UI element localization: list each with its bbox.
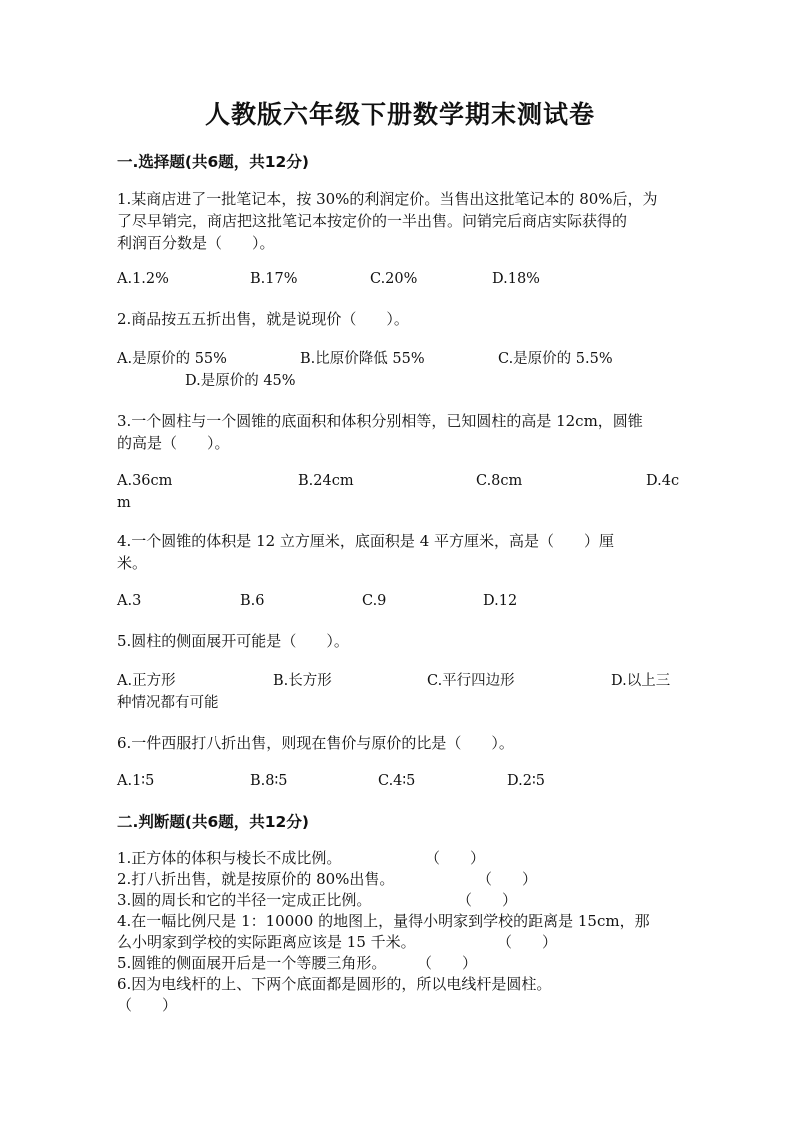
q2-option-c: C.是原价的 5.5% [498,351,613,367]
q3-option-a: A.36cm [117,473,173,489]
q4-option-a: A.3 [117,593,142,609]
q2-option-b: B.比原价降低 55% [300,351,425,367]
question-3-line-2: 的高是（ ）。 [117,434,230,452]
judgment-1-paren: （ ） [425,849,486,867]
judgment-3-paren: （ ） [457,891,518,909]
question-2 [117,308,687,330]
question-3 [117,410,687,454]
question-4 [117,530,687,574]
page-title: 人教版六年级下册数学期末测试卷 [204,100,595,129]
question-5 [117,630,687,652]
judgment-5-paren: （ ） [417,954,478,972]
judgment-2-text: 2.打八折出售，就是按原价的 80%出售。 [117,870,395,888]
judgment-1 [117,848,687,869]
q6-option-a: A.1∶5 [117,773,155,789]
judgment-5 [117,953,687,974]
judgment-1-text: 1.正方体的体积与棱长不成比例。 [117,849,342,867]
q3-option-c: C.8cm [476,473,523,489]
q3-option-d: D.4c [646,473,680,489]
q2-option-d: D.是原价的 45% [185,373,296,389]
q3-option-d-wrap: m [117,495,131,511]
question-3-line-1: 3.一个圆柱与一个圆锥的底面积和体积分别相等，已知圆柱的高是 12cm，圆锥 [117,412,643,430]
judgment-4-text-line-2: 么小明家到学校的实际距离应该是 15 千米。 [117,933,416,951]
q5-option-a: A.正方形 [117,673,176,689]
question-4-line-2: 米。 [117,554,148,572]
question-4-line-1: 4.一个圆锥的体积是 12 立方厘米，底面积是 4 平方厘米，高是（ ）厘 [117,532,615,550]
judgment-2 [117,869,687,890]
judgment-6 [117,974,687,1016]
section-heading-choice: 一.选择题(共6题，共12分) [117,153,309,171]
q4-option-d: D.12 [483,593,518,609]
q4-option-b: B.6 [240,593,265,609]
question-1-line-2: 了尽早销完，商店把这批笔记本按定价的一半出售。问销完后商店实际获得的 [117,212,628,230]
question-1 [117,188,687,254]
judgment-6-text: 6.因为电线杆的上、下两个底面都是圆形的，所以电线杆是圆柱。 [117,975,552,993]
q6-option-d: D.2∶5 [507,773,545,789]
judgment-5-text: 5.圆锥的侧面展开后是一个等腰三角形。 [117,954,387,972]
judgment-3-text: 3.圆的周长和它的半径一定成正比例。 [117,891,372,909]
question-2-line-1: 2.商品按五五折出售，就是说现价（ ）。 [117,310,409,328]
q6-option-b: B.8∶5 [250,773,288,789]
judgment-4-paren: （ ） [497,933,558,951]
q5-option-d: D.以上三 [611,673,671,689]
q4-option-c: C.9 [362,593,387,609]
q5-option-c: C.平行四边形 [427,673,515,689]
q1-option-b: B.17% [250,271,298,287]
question-6 [117,732,687,754]
q1-option-d: D.18% [492,271,540,287]
judgment-2-paren: （ ） [477,870,538,888]
judgment-4-text: 4.在一幅比例尺是 1：10000 的地图上，量得小明家到学校的距离是 15cm，那 [117,912,650,930]
q3-option-b: B.24cm [298,473,354,489]
judgment-3 [117,890,687,911]
section-heading-judgment: 二.判断题(共6题，共12分) [117,813,309,831]
judgment-4 [117,911,687,953]
q1-option-c: C.20% [370,271,418,287]
q2-option-a: A.是原价的 55% [117,351,227,367]
q1-option-a: A.1.2% [117,271,169,287]
judgment-6-paren: （ ） [117,996,178,1014]
question-1-line-1: 1.某商店进了一批笔记本，按 30%的利润定价。当售出这批笔记本的 80%后，为 [117,190,658,208]
question-1-line-3: 利润百分数是（ ）。 [117,234,275,252]
question-6-line-1: 6.一件西服打八折出售，则现在售价与原价的比是（ ）。 [117,734,514,752]
q5-option-d-wrap: 种情况都有可能 [117,695,219,711]
q6-option-c: C.4∶5 [378,773,416,789]
q5-option-b: B.长方形 [273,673,332,689]
question-5-line-1: 5.圆柱的侧面展开可能是（ ）。 [117,632,349,650]
